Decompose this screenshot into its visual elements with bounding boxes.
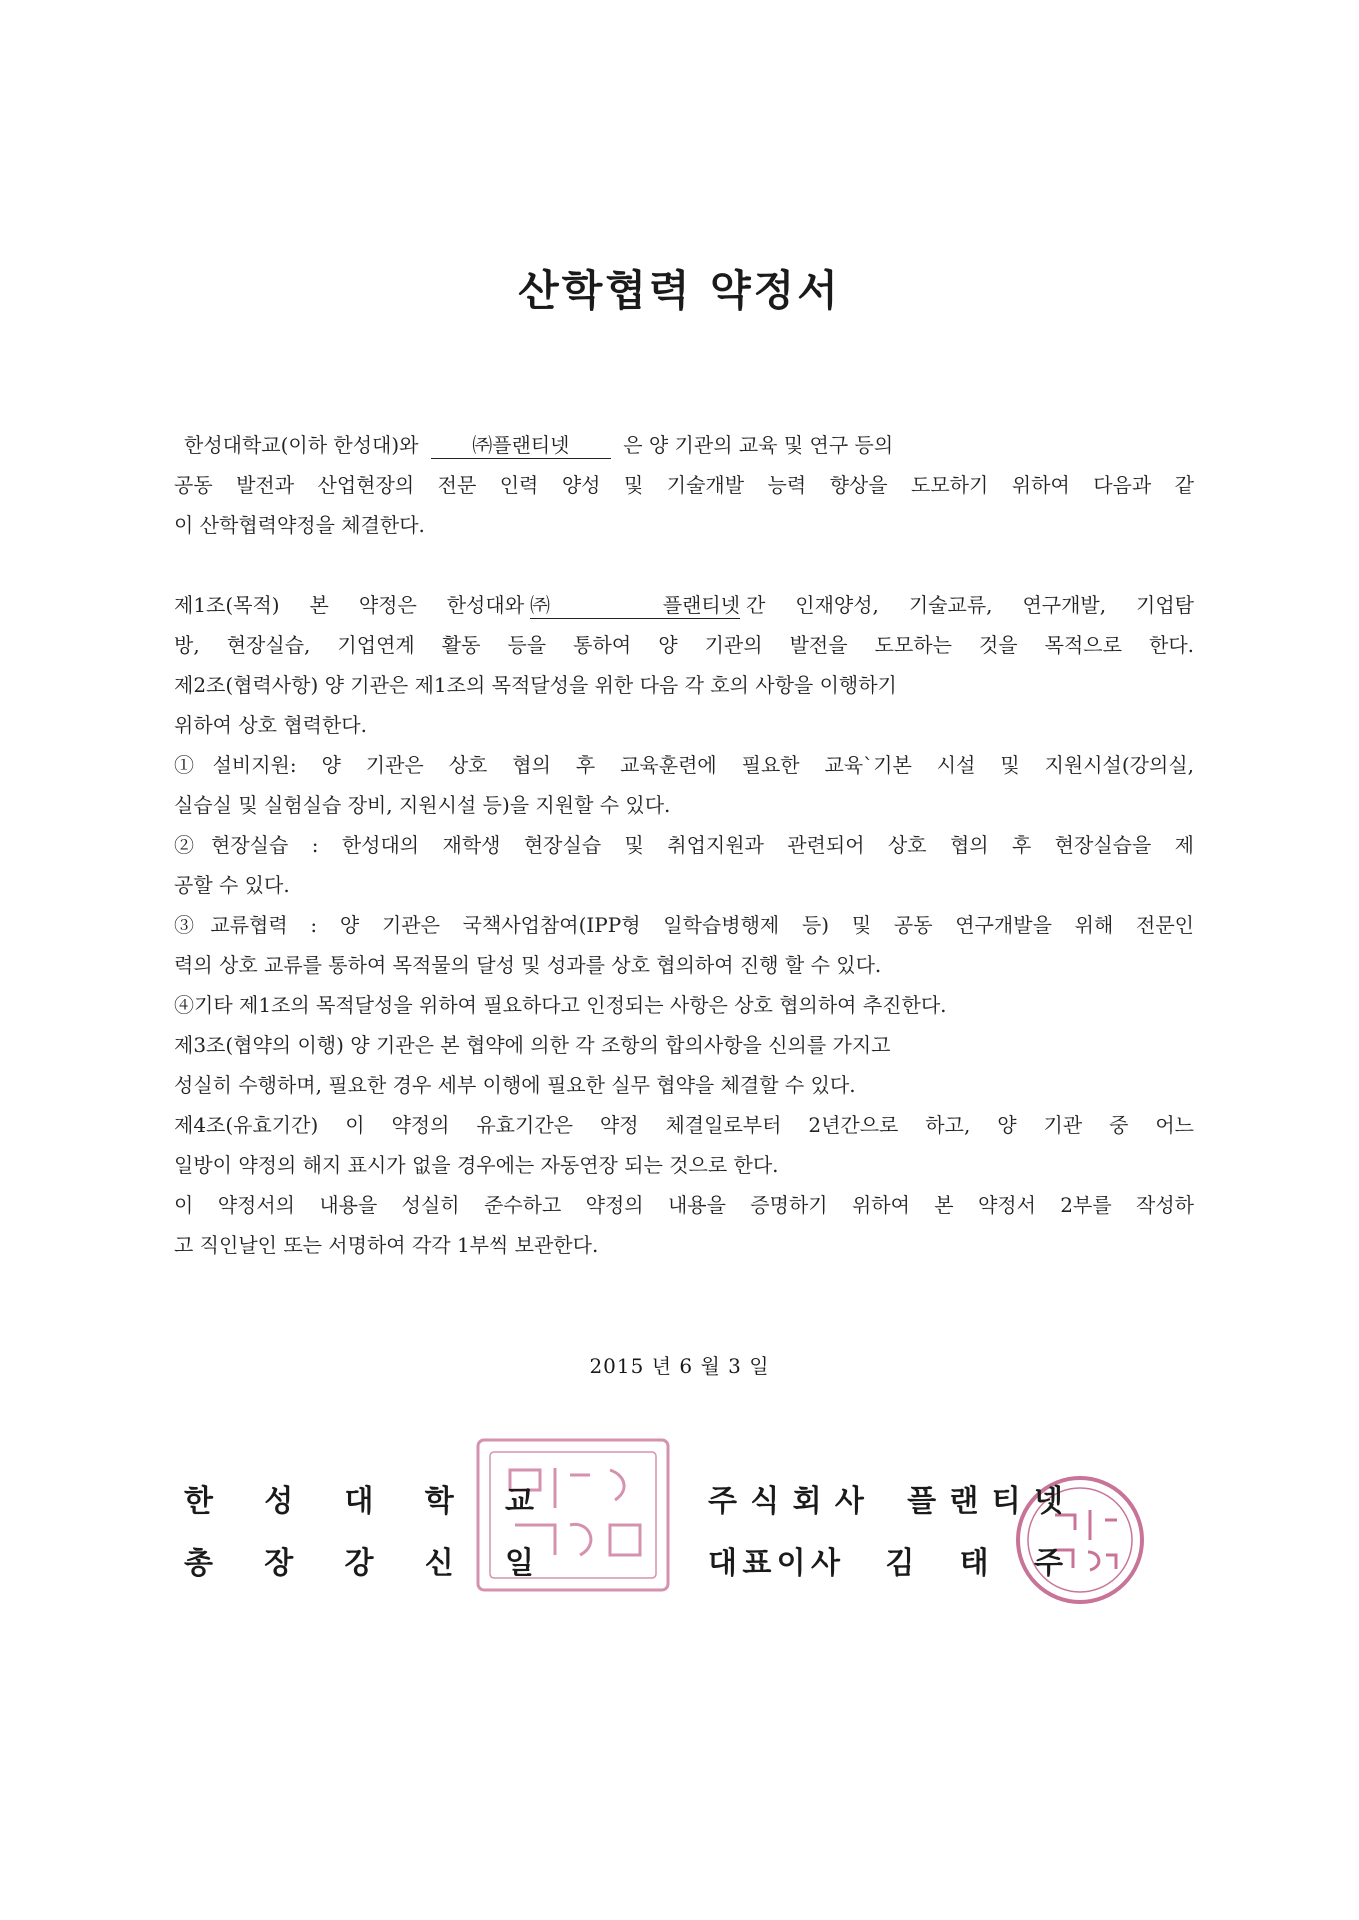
sig-char: 티 bbox=[991, 1484, 1021, 1519]
right-org-name bbox=[708, 1476, 1063, 1520]
article-2-item-3-line-2: 력의 상호 교류를 통하여 목적물의 달성 및 성과를 상호 협의하여 진행 할 수 있다. bbox=[174, 953, 882, 977]
sig-char: 신 bbox=[424, 1546, 454, 1581]
article-2-item-2-line-2: 공할 수 있다. bbox=[174, 873, 290, 897]
sig-char: 이 bbox=[776, 1546, 806, 1581]
article-3-line-2: 성실히 수행하며, 필요한 경우 세부 이행에 필요한 실무 협약을 체결할 수 있다. bbox=[174, 1073, 856, 1097]
article-1-line-1 bbox=[174, 590, 1194, 620]
sig-char: 성 bbox=[264, 1484, 294, 1519]
intro-line-1 bbox=[184, 430, 1204, 460]
sig-char: 총 bbox=[184, 1546, 213, 1581]
sig-char: 넷 bbox=[1033, 1484, 1063, 1519]
closing-line-2: 고 직인날인 또는 서명하여 각각 1부씩 보관한다. bbox=[174, 1233, 599, 1257]
article-2-item-1-line-1: ①설비지원: 양 기관은 상호 협의 후 교육훈련에 필요한 교육`기본 시설 및 지원시설(강의실, bbox=[174, 753, 1194, 777]
sig-char: 주 bbox=[1033, 1546, 1063, 1581]
article-4-line-1: 제4조(유효기간) 이 약정의 유효기간은 약정 체결일로부터 2년간으로 하고, 양 기관 중 어느 bbox=[174, 1113, 1194, 1137]
partner-name-blank: ㈜플랜티넷 bbox=[431, 432, 611, 459]
right-rep-name bbox=[708, 1538, 1063, 1582]
article-4-line-2: 일방이 약정의 해지 표시가 없을 경우에는 자동연장 되는 것으로 한다. bbox=[174, 1153, 779, 1177]
sig-char: 교 bbox=[505, 1484, 534, 1519]
left-rep-name bbox=[184, 1538, 534, 1582]
partner-name-blank: ㈜플랜티넷 bbox=[530, 593, 741, 617]
signing-date: 2015 년 6 월 3 일 bbox=[589, 1354, 770, 1378]
left-org-name bbox=[184, 1476, 534, 1520]
document-title: 산학협력 약정서 bbox=[518, 266, 841, 315]
sig-char: 장 bbox=[264, 1546, 294, 1581]
sig-char: 식 bbox=[750, 1484, 780, 1519]
sig-char: 김 bbox=[885, 1546, 915, 1581]
sig-char: 강 bbox=[344, 1546, 374, 1581]
article-2-line-1: 제2조(협력사항) 양 기관은 제1조의 목적달성을 위한 다음 각 호의 사항을 이행하기 bbox=[174, 673, 897, 697]
sig-char: 태 bbox=[959, 1546, 989, 1581]
article-text: 제1조(목적) 본 약정은 한성대와 bbox=[174, 593, 525, 617]
sig-char: 플 bbox=[907, 1484, 937, 1519]
article-2-line-2: 위하여 상호 협력한다. bbox=[174, 713, 367, 737]
article-2-item-4-line-1: ④기타 제1조의 목적달성을 위하여 필요하다고 인정되는 사항은 상호 협의하여 추진한다. bbox=[174, 993, 947, 1017]
sig-char: 대 bbox=[344, 1484, 374, 1519]
intro-line-2: 공동 발전과 산업현장의 전문 인력 양성 및 기술개발 능력 향상을 도모하기 위하여 다음과 같 bbox=[174, 473, 1194, 497]
article-text: 간 인재양성, 기술교류, 연구개발, 기업탐 bbox=[746, 593, 1194, 617]
sig-char: 회 bbox=[792, 1484, 822, 1519]
article-2-item-2-line-1: ②현장실습 : 한성대의 재학생 현장실습 및 취업지원과 관련되어 상호 협의 후 현장실습을 제 bbox=[174, 833, 1194, 857]
article-3-line-1: 제3조(협약의 이행) 양 기관은 본 협약에 의한 각 조항의 합의사항을 신의를 가지고 bbox=[174, 1033, 891, 1057]
sig-char: 표 bbox=[742, 1546, 772, 1581]
sig-char: 한 bbox=[184, 1484, 213, 1519]
intro-text: 한성대학교(이하 한성대)와 bbox=[184, 433, 419, 457]
intro-line-3: 이 산학협력약정을 체결한다. bbox=[174, 513, 425, 537]
sig-char: 랜 bbox=[949, 1484, 979, 1519]
closing-line-1: 이 약정서의 내용을 성실히 준수하고 약정의 내용을 증명하기 위하여 본 약정서 2부를 작성하 bbox=[174, 1193, 1194, 1217]
sig-char: 일 bbox=[505, 1546, 534, 1581]
intro-text: 은 양 기관의 교육 및 연구 등의 bbox=[623, 433, 894, 457]
article-1-line-2: 방, 현장실습, 기업연계 활동 등을 통하여 양 기관의 발전을 도모하는 것을 목적으로 한다. bbox=[174, 633, 1194, 657]
sig-char: 학 bbox=[424, 1484, 454, 1519]
article-2-item-3-line-1: ③교류협력 : 양 기관은 국책사업참여(IPP형 일학습병행제 등) 및 공동 연구개발을 위해 전문인 bbox=[174, 913, 1194, 937]
sig-char: 사 bbox=[810, 1546, 840, 1581]
article-2-item-1-line-2: 실습실 및 실험실습 장비, 지원시설 등)을 지원할 수 있다. bbox=[174, 793, 671, 817]
sig-char: 대 bbox=[708, 1546, 737, 1581]
sig-char: 사 bbox=[834, 1484, 864, 1519]
sig-char: 주 bbox=[708, 1484, 737, 1519]
